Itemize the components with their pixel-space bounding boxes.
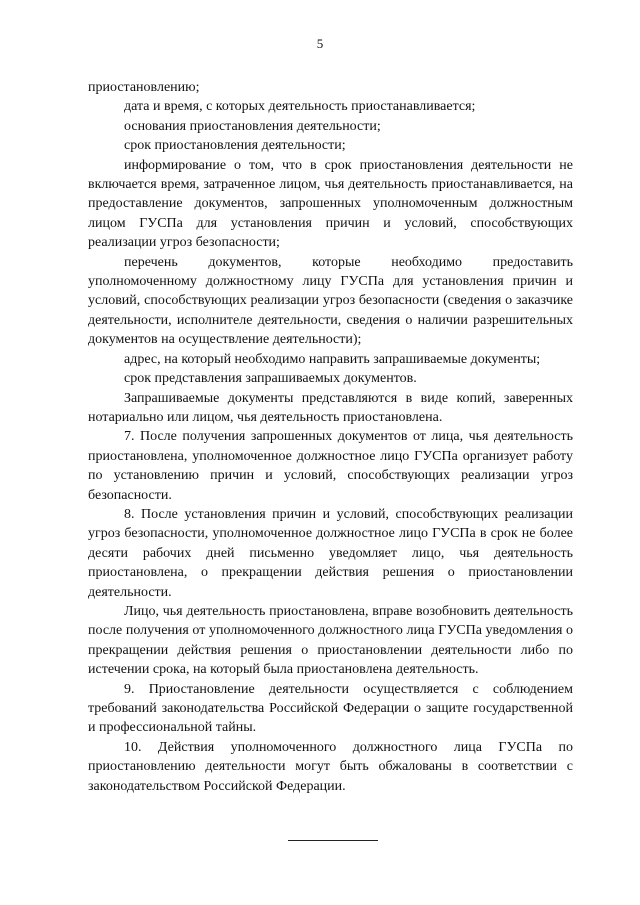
end-rule [288,840,378,841]
page-number: 5 [316,36,324,51]
paragraph: дата и время, с которых деятельность приостанавливается; [124,99,476,115]
paragraph: перечень документов, которые необходимо предоставить уполномоченному должностному лицу ГУСПа для установления причин и условий, способствующих реализации угроз безопасности (сведения о заказчике деятельности, исполнителе деятельности, сведения о наличии разрешительных документов на осуществление деятельности); [88,254,573,348]
paragraph: Запрашиваемые документы представляются в виде копий, заверенных нотариально или лицом, чья деятельность приостановлена. [88,390,573,425]
paragraph: 8. После установления причин и условий, способствующих реализации угроз безопасности, уполномоченное должностное лицо ГУСПа в срок не более десяти рабочих дней письменно уведомляет лицо, чья деятельность приостановлена, о прекращении действия решения о приостановлении деятельности. [88,506,573,600]
paragraph: основания приостановления деятельности; [124,118,381,134]
paragraph: приостановлению; [88,80,200,95]
paragraph: информирование о том, что в срок приостановления деятельности не включается время, затраченное лицом, чья деятельность приостанавливается, на предоставление документов, запрошенных уполномоченным должностным лицом ГУСПа для установления причин и условий, способствующих реализации угроз безопасности; [88,157,573,251]
paragraph: срок представления запрашиваемых документов. [124,371,417,387]
paragraph: срок приостановления деятельности; [124,138,346,154]
paragraph: 7. После получения запрошенных документов от лица, чья деятельность приостановлена, уполномоченное должностное лицо ГУСПа организует работу по установлению причин и условий, способствующих реализации угроз безопасности. [88,429,573,503]
paragraph: 9. Приостановление деятельности осуществляется с соблюдением требований законодательства Российской Федерации о защите государственной и профессиональной тайны. [88,681,573,736]
paragraph: Лицо, чья деятельность приостановлена, вправе возобновить деятельность после получения от уполномоченного должностного лица ГУСПа уведомления о прекращении действия решения о приостановлении деятельности либо по истечении срока, на который была приостановлена деятельность. [88,603,573,678]
document-body [88,78,573,796]
paragraph: 10. Действия уполномоченного должностного лица ГУСПа по приостановлению деятельности могут быть обжалованы в соответствии с законодательством Российской Федерации. [88,739,573,794]
paragraph: адрес, на который необходимо направить запрашиваемые документы; [124,351,541,367]
